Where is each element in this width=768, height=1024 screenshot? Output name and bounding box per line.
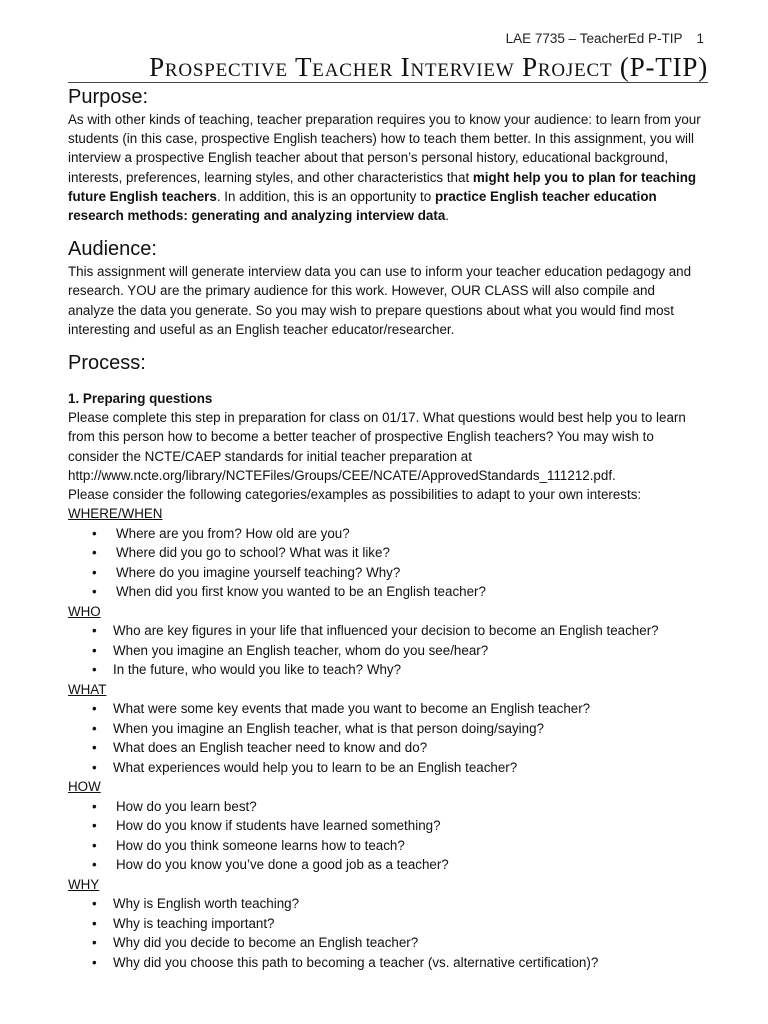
category-label: WHAT: [68, 681, 107, 697]
bullet-icon: •: [92, 701, 97, 717]
bullet-icon: •: [92, 720, 97, 736]
bullet-icon: •: [92, 857, 97, 873]
category-label: WHO: [68, 603, 101, 619]
bullet-icon: •: [92, 545, 97, 561]
list-item: [68, 699, 704, 719]
list-item: [68, 894, 704, 914]
bullet-icon: •: [92, 525, 97, 541]
bullet-icon: •: [92, 818, 97, 834]
question-text: What experiences would help you to learn to be an English teacher?: [113, 759, 518, 775]
question-text: When you imagine an English teacher, whom do you see/hear?: [113, 642, 489, 658]
list-item: [68, 953, 704, 973]
question-text: What does an English teacher need to know and do?: [113, 740, 428, 756]
list-item: [68, 836, 704, 856]
purpose-bold-1: might help you to plan for teaching future English teachers: [68, 169, 697, 204]
list-item: [68, 660, 704, 680]
audience-heading: Audience:: [68, 238, 157, 261]
question-list: [68, 894, 704, 972]
list-item: [68, 758, 704, 778]
bullet-icon: •: [92, 798, 97, 814]
bullet-icon: •: [92, 564, 97, 580]
question-text: Where did you go to school? What was it like?: [116, 545, 390, 561]
document-title: Prospective Teacher Interview Project (P-TIP): [149, 52, 708, 82]
category-label: HOW: [68, 779, 101, 795]
purpose-text-1: As with other kinds of teaching, teacher preparation requires you to know your audience: to learn from your students (in this case, prospective English teachers) how to teach them better. In this assignment, you will interview a prospective English teacher about that person’s personal history, educational background, interests, preferences, learning styles, and other characteristics that: [68, 112, 701, 185]
document-body: [68, 84, 704, 972]
question-list: [68, 797, 704, 875]
purpose-heading: Purpose:: [68, 86, 149, 108]
question-text: Who are key figures in your life that influenced your decision to become an English teacher?: [113, 623, 659, 639]
category-why: [68, 875, 704, 973]
category-how: [68, 777, 704, 875]
audience-paragraph: This assignment will generate interview data you can use to inform your teacher education pedagogy and research. YOU are the primary audience for this work. However, OUR CLASS will also compile and analyze the data you generate. So you may wish to prepare questions about what you would find most interesting and useful as an English teacher educator/researcher.: [68, 264, 692, 337]
running-header: [506, 31, 704, 46]
bullet-icon: •: [92, 642, 97, 658]
question-text: When did you first know you wanted to be an English teacher?: [116, 584, 486, 600]
question-text: How do you know if students have learned something?: [116, 818, 441, 834]
category-label: WHY: [68, 876, 100, 892]
question-text: In the future, who would you like to teach? Why?: [113, 662, 402, 678]
bullet-icon: •: [92, 896, 97, 912]
list-item: [68, 933, 704, 953]
question-text: Where do you imagine yourself teaching? Why?: [116, 564, 401, 580]
purpose-text-2: . In addition, this is an opportunity to: [216, 188, 435, 204]
list-item: [68, 816, 704, 836]
question-text: Why did you decide to become an English teacher?: [113, 935, 419, 951]
question-list: [68, 524, 704, 602]
list-item: [68, 543, 704, 563]
step-paragraph: Please complete this step in preparation for class on 01/17. What questions would best help you to learn from this person how to become a better teacher of prospective English teachers? You may wish to consider the NCTE/CAEP standards for initial teacher preparation at http://www.ncte.org/library/NCTEFiles/Groups/CEE/NCATE/ApprovedStandards_111212.pdf.: [68, 410, 686, 483]
list-item: [68, 524, 704, 544]
bullet-icon: •: [92, 662, 97, 678]
question-text: Why is English worth teaching?: [113, 896, 300, 912]
purpose-text-3: .: [445, 208, 450, 224]
bullet-icon: •: [92, 740, 97, 756]
question-text: What were some key events that made you want to become an English teacher?: [113, 701, 591, 717]
bullet-icon: •: [92, 837, 97, 853]
category-what: [68, 680, 704, 778]
list-item: [68, 582, 704, 602]
question-list: [68, 621, 704, 680]
process-heading: Process:: [68, 352, 146, 375]
question-text: How do you know you’ve done a good job as a teacher?: [116, 857, 449, 873]
question-text: Why is teaching important?: [113, 915, 275, 931]
question-text: When you imagine an English teacher, what is that person doing/saying?: [113, 720, 544, 736]
question-text: Why did you choose this path to becoming a teacher (vs. alternative certification)?: [113, 954, 599, 970]
category-who: [68, 602, 704, 680]
step-title: [68, 389, 704, 408]
bullet-icon: •: [92, 935, 97, 951]
question-text: How do you learn best?: [116, 798, 257, 814]
list-item: [68, 855, 704, 875]
course-label: LAE 7735 – TeacherEd P-TIP: [505, 31, 683, 46]
list-item: [68, 621, 704, 641]
title-divider: [68, 82, 708, 83]
list-item: [68, 914, 704, 934]
list-item: [68, 719, 704, 739]
question-list: [68, 699, 704, 777]
question-text: Where are you from? How old are you?: [116, 525, 350, 541]
step-paragraph-2: Please consider the following categories/examples as possibilities to adapt to your own interests:: [68, 487, 642, 503]
purpose-bold-2: practice English teacher education research methods: generating and analyzing interview data: [68, 188, 657, 224]
page-number: 1: [696, 31, 704, 46]
bullet-icon: •: [92, 915, 97, 931]
category-label: WHERE/WHEN: [68, 506, 163, 522]
question-text: How do you think someone learns how to teach?: [116, 837, 405, 853]
bullet-icon: •: [92, 759, 97, 775]
list-item: [68, 641, 704, 661]
list-item: [68, 738, 704, 758]
bullet-icon: •: [92, 954, 97, 970]
bullet-icon: •: [92, 623, 97, 639]
purpose-paragraph: [68, 110, 704, 225]
step-title-text: 1. Preparing questions: [68, 391, 213, 407]
list-item: [68, 797, 704, 817]
category-where-when: [68, 504, 704, 602]
list-item: [68, 563, 704, 583]
bullet-icon: •: [92, 584, 97, 600]
